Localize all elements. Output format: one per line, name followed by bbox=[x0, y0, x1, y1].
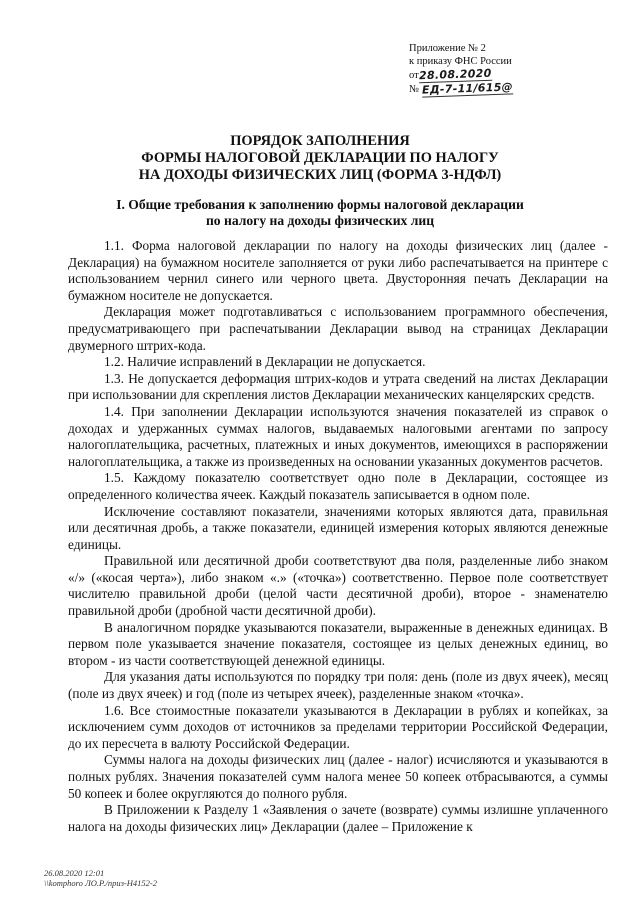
document-title bbox=[120, 133, 520, 184]
document-body bbox=[68, 238, 608, 835]
paragraph-1-6-b: Суммы налога на доходы физических лиц (далее - налог) исчисляются и указываются в полных рублях. Значения показателей сумм налога менее 50 копеек отбрасываются, а суммы 50 копеек и более округляются до полного рубля. bbox=[68, 752, 608, 801]
appendix-line-1: Приложение № 2 bbox=[409, 43, 486, 54]
title-line-2: ФОРМЫ НАЛОГОВОЙ ДЕКЛАРАЦИИ ПО НАЛОГУ bbox=[141, 150, 499, 166]
paragraph-1-1-b: Декларация может подготавливаться с использованием программного обеспечения, предусматривающего при распечатывании Декларации вывод на страницах Декларации двумерного штрих-кода. bbox=[68, 304, 608, 353]
handwritten-number: ЕД-7-11/615@ bbox=[421, 80, 513, 97]
appendix-date bbox=[409, 68, 549, 82]
paragraph-1-2: 1.2. Наличие исправлений в Декларации не допускается. bbox=[104, 354, 426, 370]
paragraph-1-5-d: В аналогичном порядке указываются показатели, выраженные в денежных единицах. В первом поле указывается значение показателя, состоящее из целых денежных единиц, во втором - из части соответствующей денежной единицы. bbox=[68, 619, 608, 668]
title-line-1: ПОРЯДОК ЗАПОЛНЕНИЯ bbox=[230, 133, 410, 149]
footer-timestamp: 26.08.2020 12:01 bbox=[44, 868, 105, 878]
paragraph-1-4: 1.4. При заполнении Декларации используются значения показателей из справок о доходах и удержанных суммах налогов, выдаваемых налоговыми агентами по запросу налогоплательщика, расчетных, платежных и иных документов, имеющихся в распоряжении налогоплательщика, а также из произведенных на основании указанных документов расчетов. bbox=[68, 403, 608, 469]
number-prefix: № bbox=[409, 84, 420, 95]
paragraph-1-1: 1.1. Форма налоговой декларации по налогу на доходы физических лиц (далее - Декларация) на бумажном носителе заполняется от руки либо распечатывается на принтере с использованием чернил синего или черного цвета. Двусторонняя печать Декларации на бумажном носителе не допускается. bbox=[68, 238, 608, 303]
section-line-1: I. Общие требования к заполнению формы налоговой декларации bbox=[116, 197, 524, 212]
title-line-3: НА ДОХОДЫ ФИЗИЧЕСКИХ ЛИЦ (ФОРМА 3-НДФЛ) bbox=[138, 167, 502, 183]
date-prefix: от bbox=[409, 70, 419, 81]
paragraph-1-6: 1.6. Все стоимостные показатели указываются в Декларации в рублях и копейках, за исключением сумм доходов от источников за пределами территории Российской Федерации, до их пересчета в валюту Российской Федерации. bbox=[68, 702, 608, 751]
paragraph-1-6-c: В Приложении к Разделу 1 «Заявления о зачете (возврате) суммы излишне уплаченного налога на доходы физических лиц» Декларации (далее – Приложение к bbox=[68, 802, 608, 834]
paragraph-1-5-b: Исключение составляют показатели, значениями которых являются дата, правильная или десятичная дробь, а также показатели, единицей измерения которых являются денежные единицы. bbox=[68, 503, 608, 552]
paragraph-1-3: 1.3. Не допускается деформация штрих-кодов и утрата сведений на листах Декларации при использовании для скрепления листов Декларации механических канцелярских средств. bbox=[68, 370, 608, 403]
appendix-block bbox=[409, 42, 549, 96]
appendix-line-2: к приказу ФНС России bbox=[409, 56, 512, 67]
paragraph-1-5-e: Для указания даты используются по порядку три поля: день (поле из двух ячеек), месяц (поле из двух ячеек) и год (поле из четырех ячеек), разделенные знаком «точка». bbox=[68, 669, 608, 702]
section-line-2: по налогу на доходы физических лиц bbox=[205, 212, 435, 228]
paragraph-1-5-c: Правильной или десятичной дроби соответствуют два поля, разделенные либо знаком «/» («косая черта»), либо знаком «.» («точка») соответственно. Первое поле соответствует числителю правильной дроби (целой части десятичной дроби), второе - знаменателю правильной дроби (дробной части десятичной дроби). bbox=[68, 553, 608, 619]
paragraph-1-5: 1.5. Каждому показателю соответствует одно поле в Декларации, состоящее из определенного количества ячеек. Каждый показатель записывается в одном поле. bbox=[68, 470, 608, 502]
handwritten-date: 28.08.2020 bbox=[418, 66, 492, 83]
print-footer bbox=[44, 868, 157, 888]
appendix-number bbox=[409, 82, 549, 96]
footer-path: \\komphoro ЛО.Р./приз-Н4152-2 bbox=[44, 878, 157, 888]
section-heading bbox=[100, 197, 540, 228]
